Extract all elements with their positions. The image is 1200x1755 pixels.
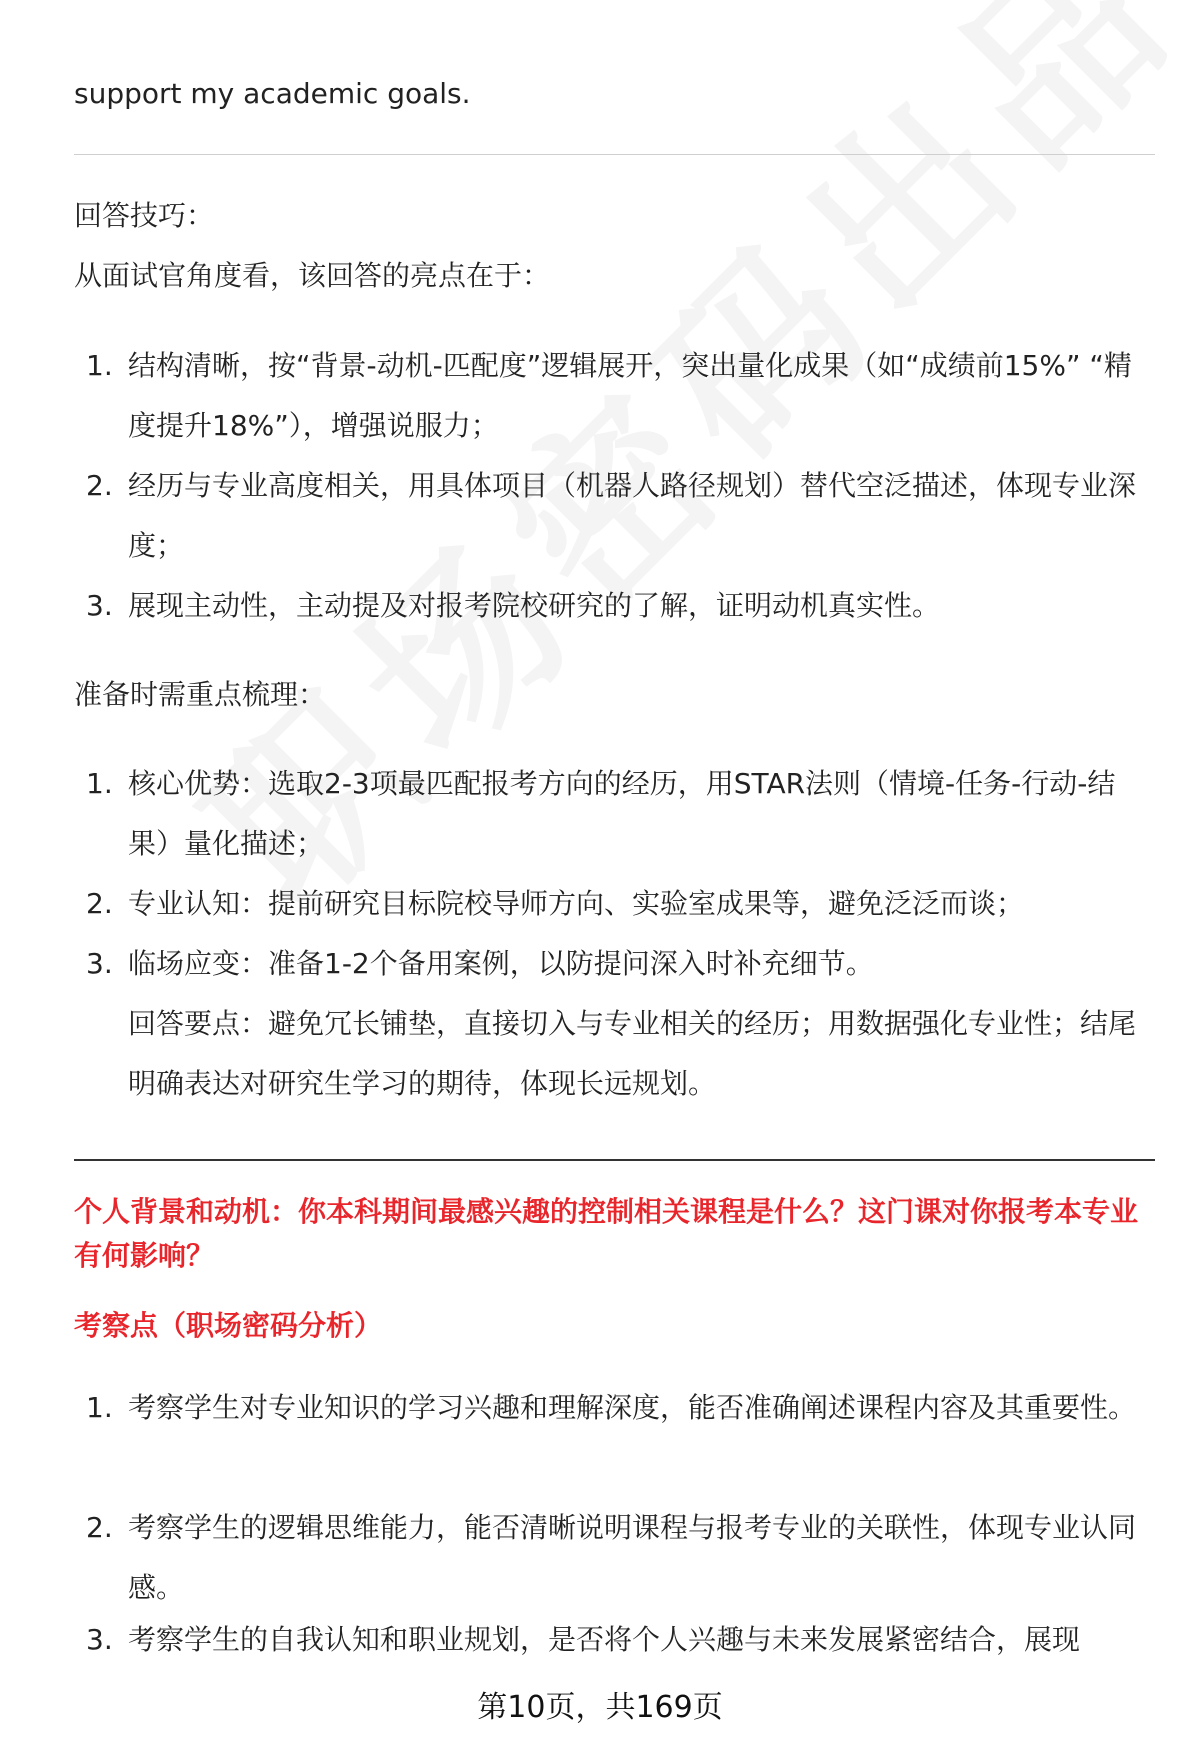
list-text: 临场应变：准备1-2个备用案例，以防提问深入时补充细节。 bbox=[128, 947, 874, 980]
analysis-heading: 考察点（职场密码分析） bbox=[74, 1309, 383, 1342]
list-item bbox=[74, 1610, 1154, 1670]
list-number: 1. bbox=[86, 349, 113, 382]
list-text: 核心优势：选取2-3项最匹配报考方向的经历，用STAR法则（情境-任务-行动-结果）量化描述； bbox=[128, 767, 1116, 860]
page-number: 第10页，共169页 bbox=[477, 1690, 723, 1725]
prep-note-text: 回答要点：避免冗长铺垫，直接切入与专业相关的经历；用数据强化专业性；结尾明确表达对研究生学习的期待，体现长远规划。 bbox=[128, 1007, 1137, 1100]
list-number: 3. bbox=[86, 1623, 113, 1656]
prep-heading: 准备时需重点梳理： bbox=[74, 678, 327, 711]
list-number: 2. bbox=[86, 469, 113, 502]
list-number: 2. bbox=[86, 887, 113, 920]
tips-heading: 回答技巧： bbox=[74, 199, 215, 232]
tips-lead: 从面试官角度看，该回答的亮点在于： bbox=[74, 259, 551, 292]
list-text: 经历与专业高度相关，用具体项目（机器人路径规划）替代空泛描述，体现专业深度； bbox=[128, 469, 1137, 562]
divider bbox=[74, 154, 1155, 155]
list-text: 展现主动性，主动提及对报考院校研究的了解，证明动机真实性。 bbox=[128, 589, 941, 622]
list-text: 结构清晰，按“背景-动机-匹配度”逻辑展开，突出量化成果（如“成绩前15%” “精度提升18%”），增强说服力； bbox=[128, 349, 1132, 442]
list-number: 1. bbox=[86, 767, 113, 800]
list-text: 考察学生的自我认知和职业规划，是否将个人兴趣与未来发展紧密结合，展现 bbox=[128, 1623, 1081, 1656]
list-text: 专业认知：提前研究目标院校导师方向、实验室成果等，避免泛泛而谈； bbox=[128, 887, 1025, 920]
list-number: 3. bbox=[86, 947, 113, 980]
list-number: 3. bbox=[86, 589, 113, 622]
intro-tail: support my academic goals. bbox=[74, 77, 471, 110]
section-divider bbox=[74, 1159, 1155, 1161]
list-text: 考察学生的逻辑思维能力，能否清晰说明课程与报考专业的关联性，体现专业认同感。 bbox=[128, 1511, 1137, 1604]
list-text: 考察学生对专业知识的学习兴趣和理解深度，能否准确阐述课程内容及其重要性。 bbox=[128, 1391, 1137, 1424]
list-number: 1. bbox=[86, 1391, 113, 1424]
list-number: 2. bbox=[86, 1511, 113, 1544]
question-heading: 个人背景和动机：你本科期间最感兴趣的控制相关课程是什么？这门课对你报考本专业有何影响？ bbox=[74, 1195, 1139, 1272]
